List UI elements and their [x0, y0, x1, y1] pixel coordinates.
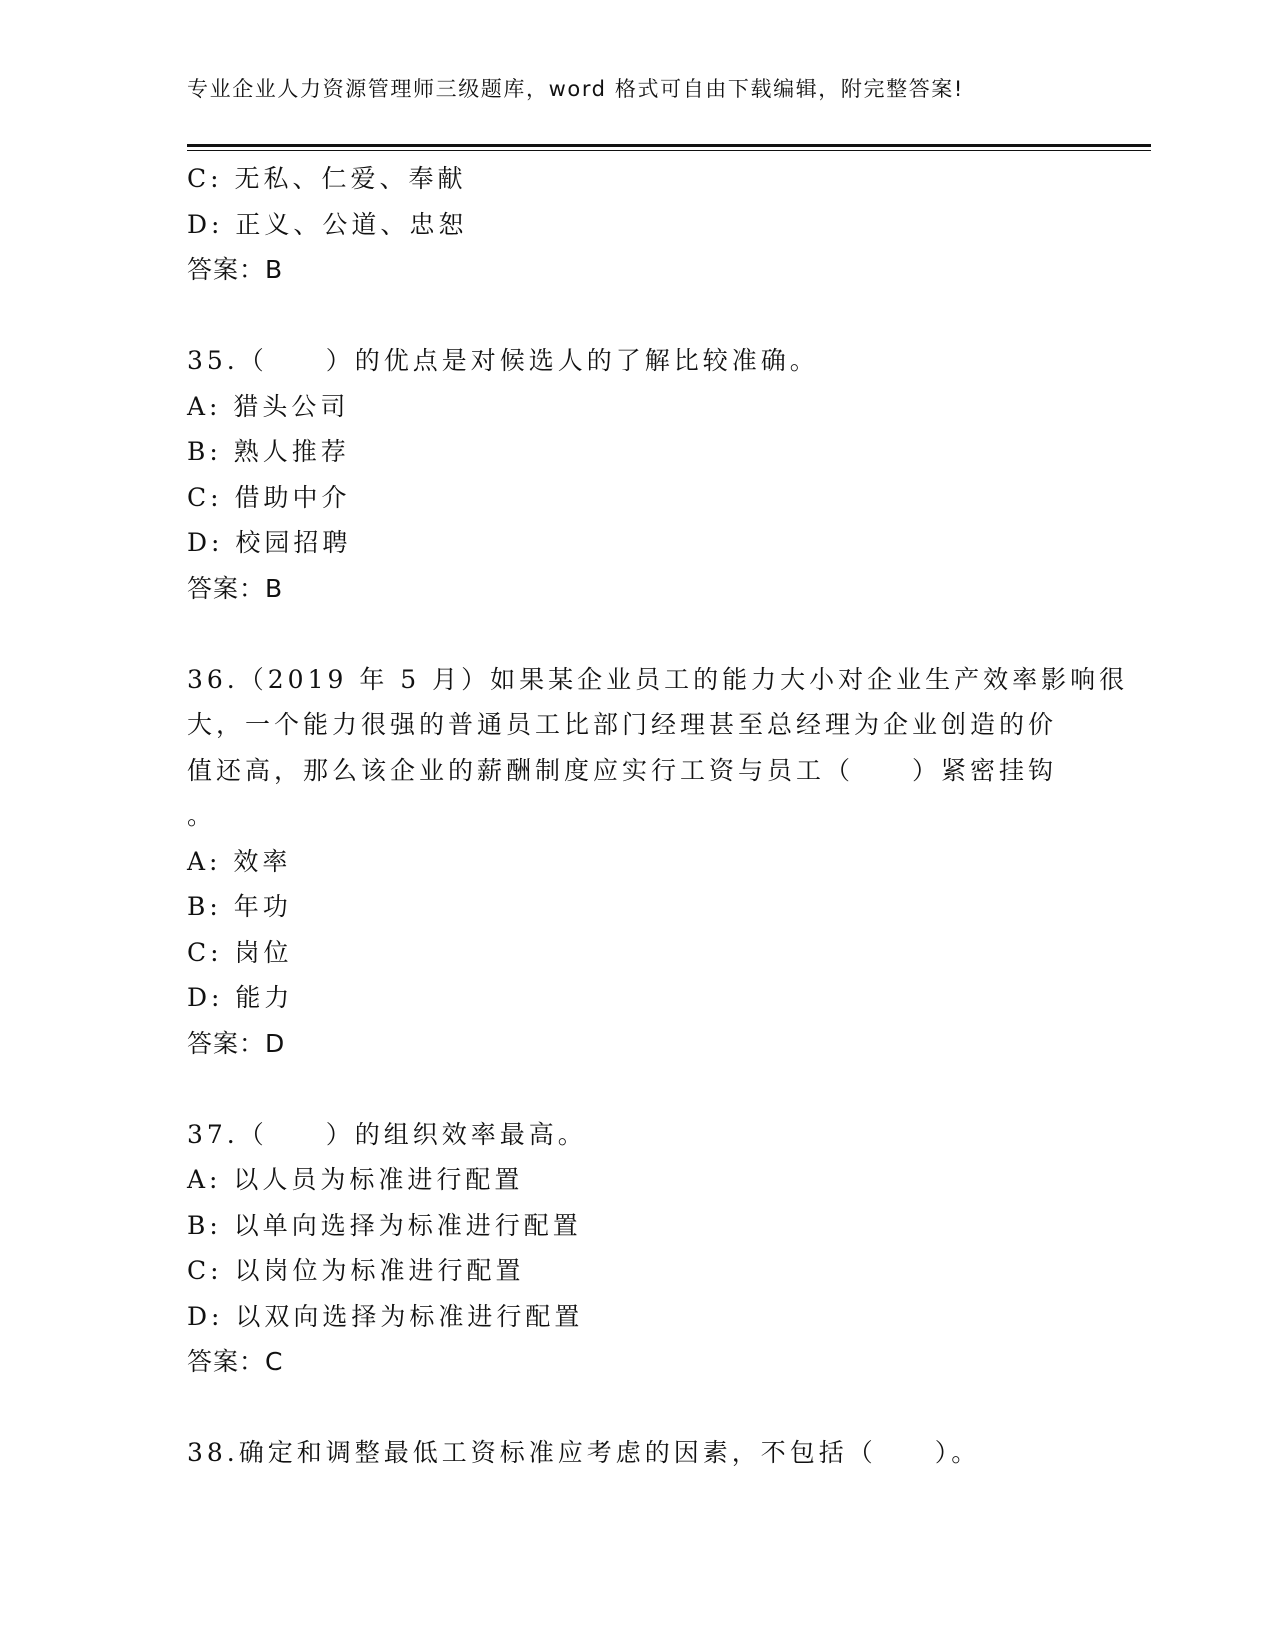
q35-stem: 35.（ ）的优点是对候选人的了解比较准确。	[187, 346, 819, 375]
spacer	[187, 611, 1087, 657]
q38-stem: 38.确定和调整最低工资标准应考虑的因素，不包括（ ）。	[187, 1438, 981, 1467]
q36-stem-line-1: 36.（2019 年 5 月）如果某企业员工的能力大小对企业生产效率影响很	[187, 664, 1129, 694]
q36-option-c: C: 岗位	[187, 937, 293, 967]
q37-option-a: A: 以人员为标准进行配置	[187, 1165, 524, 1194]
header-rule-thin	[187, 150, 1151, 151]
q36-option-b: B: 年功	[187, 892, 292, 921]
q37-option-c: C: 以岗位为标准进行配置	[187, 1256, 525, 1285]
q34-option-c: C: 无私、仁爱、奉献	[187, 164, 467, 193]
q35-option-b: B: 熟人推荐	[187, 437, 350, 466]
spacer	[187, 1385, 1087, 1431]
q34-answer: 答案：B	[187, 255, 284, 284]
q36-stem-line-3: 值还高，那么该企业的薪酬制度应实行工资与员工（ ）紧密挂钩	[187, 755, 1058, 785]
spacer	[187, 293, 1087, 339]
q37-answer: 答案：C	[187, 1347, 284, 1376]
q36-stem-line-4: 。	[187, 801, 217, 830]
q36-option-a: A: 效率	[187, 846, 292, 876]
q37-stem: 37.（ ）的组织效率最高。	[187, 1119, 587, 1149]
q36-option-d: D: 能力	[187, 983, 294, 1012]
spacer	[187, 1066, 1087, 1112]
q35-option-c: C: 借助中介	[187, 482, 351, 512]
header-rule-thick	[187, 144, 1151, 147]
q34-option-d: D: 正义、公道、忠恕	[187, 209, 468, 239]
q35-option-a: A: 猎头公司	[187, 391, 350, 421]
q36-answer: 答案：D	[187, 1028, 286, 1058]
q36-stem-line-2: 大，一个能力很强的普通员工比部门经理甚至总经理为企业创造的价	[187, 710, 1058, 739]
page-header: 专业企业人力资源管理师三级题库，word 格式可自由下载编辑，附完整答案!	[187, 77, 964, 101]
q37-option-b: B: 以单向选择为标准进行配置	[187, 1210, 582, 1240]
q35-answer: 答案：B	[187, 573, 284, 603]
q37-option-d: D: 以双向选择为标准进行配置	[187, 1301, 584, 1331]
question-content	[187, 156, 1129, 1476]
q35-option-d: D: 校园招聘	[187, 528, 352, 557]
